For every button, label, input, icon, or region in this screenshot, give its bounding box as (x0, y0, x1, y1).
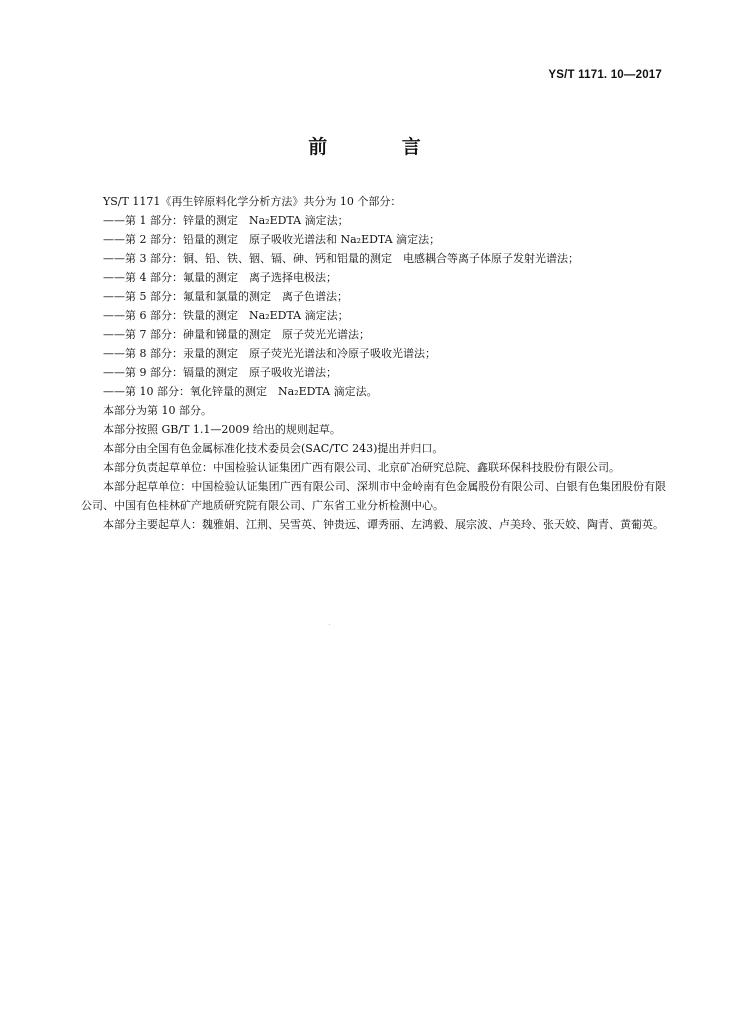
list-item: ——第 6 部分：铁量的测定 Na₂EDTA 滴定法； (103, 309, 349, 322)
list-item: ——第 8 部分：汞量的测定 原子荧光光谱法和冷原子吸收光谱法； (103, 347, 436, 360)
paragraph-main-drafters: 本部分主要起草人：魏雅娟、江荆、吴雪英、钟贵远、谭秀丽、左鸿毅、展宗波、卢美玲、张天姣、陶青、黄葡英。 (103, 518, 664, 531)
list-item: ——第 10 部分：氧化锌量的测定 Na₂EDTA 滴定法。 (103, 385, 378, 398)
list-item: ——第 7 部分：砷量和锑量的测定 原子荧光光谱法； (103, 328, 370, 341)
list-item: ——第 2 部分：铅量的测定 原子吸收光谱法和 Na₂EDTA 滴定法； (103, 233, 441, 246)
list-item: ——第 4 部分：氟量的测定 离子选择电极法； (103, 271, 337, 284)
standard-number: YS/T 1171. 10—2017 (548, 69, 662, 81)
list-item: ——第 3 部分：铜、铅、铁、铟、镉、砷、钙和铝量的测定 电感耦合等离子体原子发射光谱法； (103, 252, 579, 265)
paragraph-drafting-rules: 本部分按照 GB/T 1.1—2009 给出的规则起草。 (103, 423, 341, 436)
paragraph-proposer: 本部分由全国有色金属标准化技术委员会(SAC/TC 243)提出并归口。 (103, 442, 444, 455)
paragraph-part-number: 本部分为第 10 部分。 (103, 404, 212, 417)
paragraph-responsible-units: 本部分负责起草单位：中国检验认证集团广西有限公司、北京矿冶研究总院、鑫联环保科技股份有限公司。 (103, 461, 620, 474)
list-item: ——第 1 部分：锌量的测定 Na₂EDTA 滴定法； (103, 214, 349, 227)
list-item: ——第 9 部分：镉量的测定 原子吸收光谱法； (103, 366, 337, 379)
paragraph-drafting-units: 本部分起草单位：中国检验认证集团广西有限公司、深圳市中金岭南有色金属股份有限公司、白银有色集团股份有限公司、中国有色桂林矿产地质研究院有限公司、广东省工业分析检测中心。 (81, 480, 666, 512)
list-item: ——第 5 部分：氟量和氯量的测定 离子色谱法； (103, 290, 348, 303)
document-body (81, 192, 666, 534)
parts-list (81, 211, 666, 401)
intro-paragraph: YS/T 1171《再生锌原料化学分析方法》共分为 10 个部分： (103, 195, 402, 208)
page-mark (329, 624, 330, 625)
page-title: 前 言 (308, 136, 455, 158)
